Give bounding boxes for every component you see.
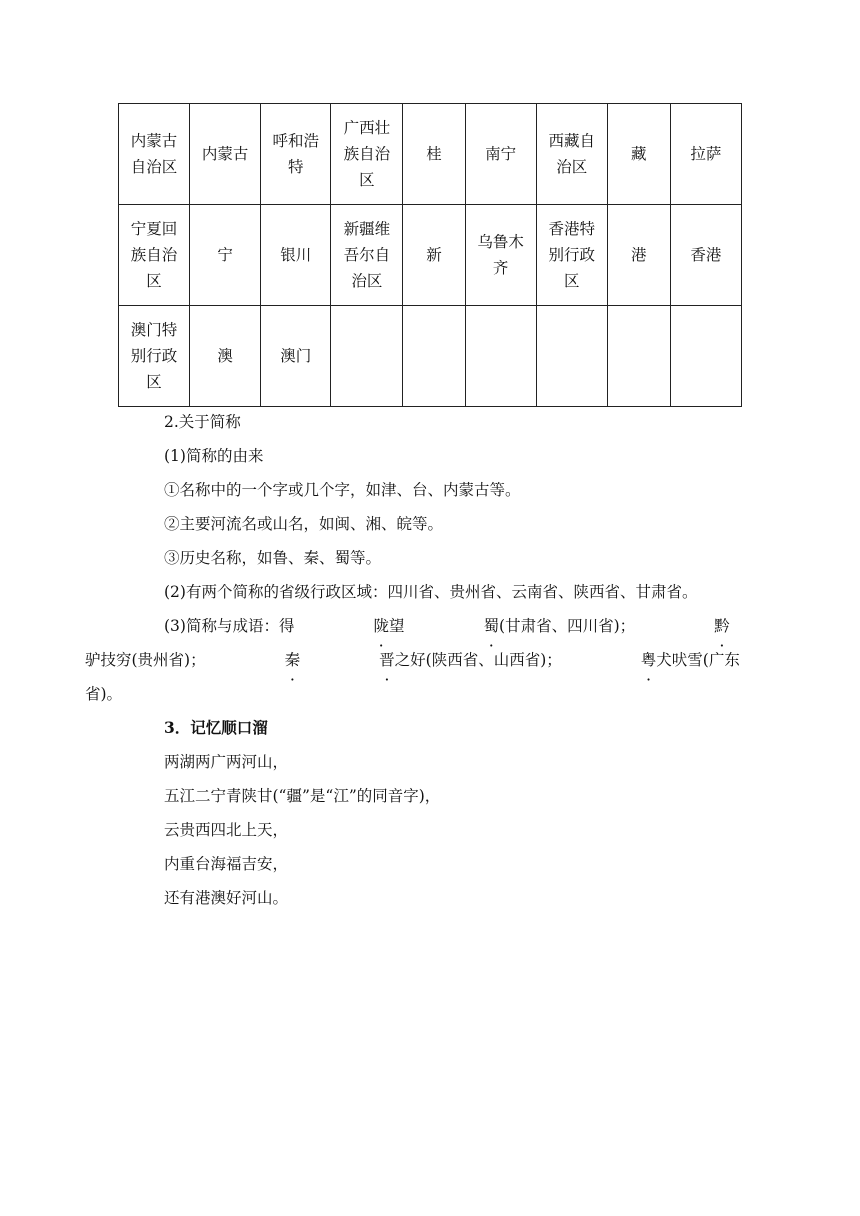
list-item: ②主要河流名或山名，如闽、湘、皖等。 bbox=[164, 515, 444, 533]
section-heading-abbreviations: 2.关于简称 bbox=[164, 413, 241, 431]
table-cell: 新 bbox=[403, 205, 465, 306]
text-span: 犬吠雪(广东省)。 bbox=[85, 651, 740, 703]
table-cell: 港 bbox=[607, 205, 670, 306]
paragraph-idioms bbox=[85, 609, 740, 711]
table-cell bbox=[331, 306, 403, 407]
text-span: (3)简称与成语：得 bbox=[164, 617, 295, 635]
mnemonic-line: 还有港澳好河山。 bbox=[164, 889, 289, 907]
table-cell bbox=[465, 306, 536, 407]
subheading-origin: (1)简称的由来 bbox=[164, 447, 264, 465]
table-cell: 拉萨 bbox=[670, 104, 741, 205]
text-span: (甘肃省、四川省)； bbox=[499, 617, 636, 635]
table-cell bbox=[670, 306, 741, 407]
dotted-char: 晋 bbox=[379, 651, 395, 669]
mnemonic-line: 内重台海福吉安， bbox=[164, 855, 289, 873]
table-cell bbox=[536, 306, 607, 407]
table-cell: 内蒙古自治区 bbox=[119, 104, 190, 205]
table-cell bbox=[607, 306, 670, 407]
dotted-char: 秦 bbox=[284, 651, 301, 669]
dotted-char: 黔 bbox=[714, 617, 730, 635]
table-cell: 西藏自治区 bbox=[536, 104, 607, 205]
mnemonic-line: 五江二宁青陕甘(“疆”是“江”的同音字)， bbox=[164, 787, 441, 805]
section-heading-mnemonic: 3．记忆顺口溜 bbox=[164, 718, 268, 737]
text-span: 之好(陕西省、山西省)； bbox=[394, 651, 562, 669]
table-cell: 乌鲁木齐 bbox=[465, 205, 536, 306]
table-cell: 呼和浩特 bbox=[261, 104, 331, 205]
table-cell: 南宁 bbox=[465, 104, 536, 205]
mnemonic-line: 云贵西四北上天， bbox=[164, 821, 289, 839]
text-span: 驴技穷(贵州省)； bbox=[85, 651, 206, 669]
table-cell bbox=[403, 306, 465, 407]
table-cell: 桂 bbox=[403, 104, 465, 205]
paragraph-two-abbreviations: (2)有两个简称的省级行政区域：四川省、贵州省、云南省、陕西省、甘肃省。 bbox=[164, 583, 698, 601]
table-cell: 香港特别行政区 bbox=[536, 205, 607, 306]
table-cell: 宁夏回族自治区 bbox=[119, 205, 190, 306]
region-abbreviation-table bbox=[118, 103, 742, 407]
table-cell: 澳门 bbox=[261, 306, 331, 407]
document-body bbox=[85, 405, 740, 915]
dotted-char: 蜀 bbox=[483, 617, 500, 635]
text-span: 望 bbox=[388, 617, 405, 635]
table-cell: 香港 bbox=[670, 205, 741, 306]
table-cell: 广西壮族自治区 bbox=[331, 104, 403, 205]
table-cell: 银川 bbox=[261, 205, 331, 306]
table-cell: 内蒙古 bbox=[190, 104, 261, 205]
list-item: ③历史名称，如鲁、秦、蜀等。 bbox=[164, 549, 382, 567]
table-row bbox=[119, 104, 742, 205]
table-cell: 新疆维吾尔自治区 bbox=[331, 205, 403, 306]
table-cell: 宁 bbox=[190, 205, 261, 306]
table-cell: 澳门特别行政区 bbox=[119, 306, 190, 407]
table-cell: 藏 bbox=[607, 104, 670, 205]
table-row bbox=[119, 306, 742, 407]
table-cell: 澳 bbox=[190, 306, 261, 407]
dotted-char: 陇 bbox=[373, 617, 389, 635]
mnemonic-line: 两湖两广两河山， bbox=[164, 753, 289, 771]
list-item: ①名称中的一个字或几个字，如津、台、内蒙古等。 bbox=[164, 481, 521, 499]
table-row bbox=[119, 205, 742, 306]
dotted-char: 粤 bbox=[640, 651, 657, 669]
